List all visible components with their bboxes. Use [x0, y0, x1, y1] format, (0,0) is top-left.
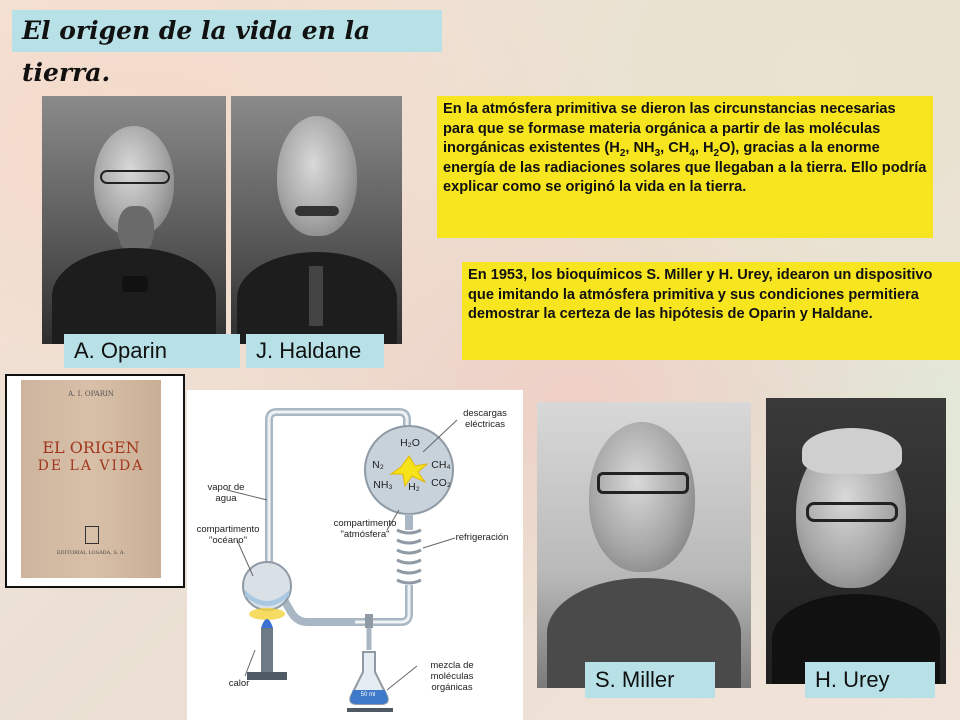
label-vapor: vapor de agua [207, 482, 245, 504]
book-title-line1: EL ORIGEN [42, 438, 140, 457]
page-title: El origen de la vida en la tierra. [12, 10, 442, 52]
label-comp-atm: compartimento "atmósfera" [333, 518, 397, 540]
label-comp-oceano: compartimento "océano" [196, 524, 260, 546]
miller-photo [537, 402, 751, 688]
book-cover [5, 374, 185, 588]
book-title-line2: DE LA VIDA [37, 458, 145, 474]
publisher-logo [85, 526, 99, 544]
book-publisher: EDITORIAL LOSADA, S. A. [56, 550, 126, 556]
experiment-text: En 1953, los bioquímicos S. Miller y H. Urey, idearon un dispositivo que imitando la atmósfera primitiva y sus condiciones permitiera demostrar la certeza de las hipótesis de Oparin y Haldane. [462, 262, 960, 360]
label-urey: H. Urey [805, 662, 935, 698]
flask-volume: 50 ml [360, 692, 376, 698]
miller-urey-diagram [187, 390, 523, 720]
label-refrigeracion: refrigeración [455, 532, 509, 543]
oparin-photo [42, 96, 226, 344]
urey-photo [766, 398, 946, 684]
mol-ch4: CH₄ [431, 459, 451, 471]
book-author: A. I. OPARIN [68, 390, 114, 398]
label-miller: S. Miller [585, 662, 715, 698]
label-calor: calor [228, 678, 250, 689]
mol-nh3: NH₃ [373, 479, 393, 491]
mol-h2o: H₂O [400, 437, 420, 449]
label-haldane: J. Haldane [246, 334, 384, 368]
mol-h2: H₂ [408, 481, 420, 493]
label-mezcla: mezcla de moléculas orgánicas [430, 660, 474, 693]
haldane-photo [231, 96, 402, 344]
label-oparin: A. Oparin [64, 334, 240, 368]
mol-co2: CO₂ [431, 477, 451, 489]
label-descargas: descargas eléctricas [463, 408, 507, 430]
mol-n2: N₂ [372, 459, 384, 471]
intro-text: En la atmósfera primitiva se dieron las circunstancias necesarias para que se formase materia orgánica a partir de las moléculas inorgánicas existentes ($H_2$, $NH_3$, $CH_4$, $H_2O$), gracias a la enorme energía de las radiaciones solares que llegaban a la tierra. Ello podría explicar como se originó la vida en la tierra. [437, 96, 933, 238]
